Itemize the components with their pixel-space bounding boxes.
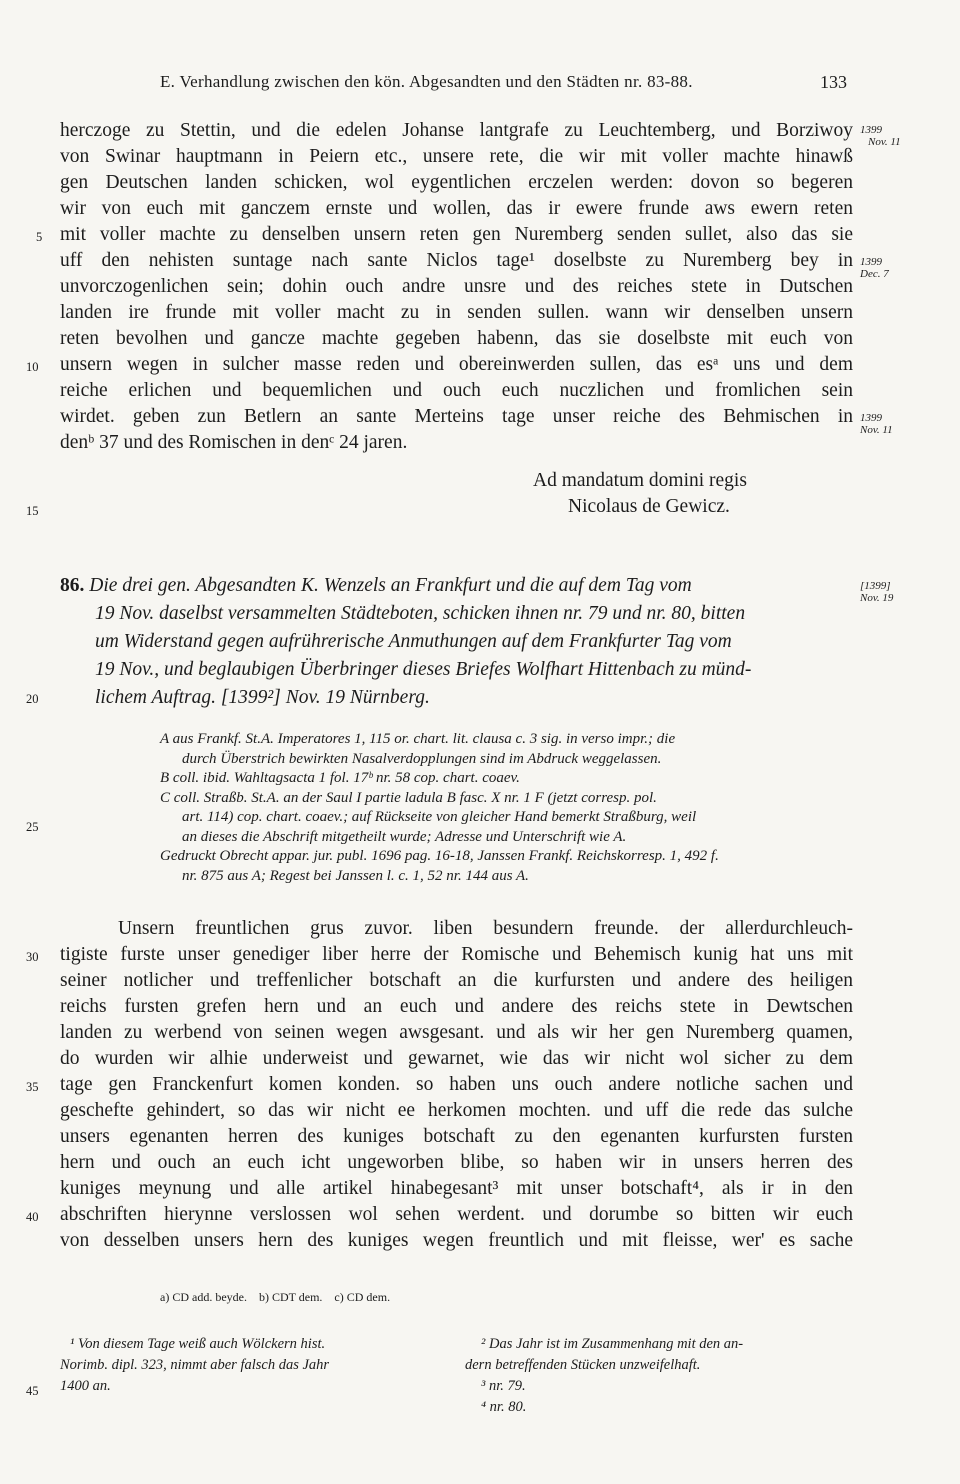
footnote-line: dern betreffenden Stücken unzweifelhaft.	[465, 1357, 701, 1373]
doc-title-line: lichem Auftrag. [1399²] Nov. 19 Nürnberg.	[95, 687, 430, 708]
text-line: von desselben unsers hern des kuniges wegen freuntlich und mit fleisse, wer' es sache	[60, 1230, 853, 1251]
text-line: denᵇ 37 und des Romischen in denᶜ 24 jaren.	[60, 432, 408, 453]
line-number: 15	[26, 504, 39, 518]
line-number: 35	[26, 1080, 39, 1094]
line-number: 5	[36, 230, 43, 244]
line-number: 20	[26, 692, 39, 706]
text-line: tigiste furste unser genediger liber herre der Romische und Behemisch kunig hat uns mit	[60, 944, 853, 965]
footnote-line: 1400 an.	[60, 1378, 111, 1394]
text-line: seiner notlicher und treffenlicher botschaft an die kurfursten und andere des heiligen	[60, 970, 853, 991]
margin-date	[860, 412, 893, 436]
text-line: reichs fursten grefen hern und an euch und andere des reichs stete in Dewtschen	[60, 996, 853, 1017]
source-line: C coll. Straßb. St.A. an der Saul I partie ladula B fasc. X nr. 1 F (jetzt corresp. pol.	[160, 789, 657, 806]
doc-title-line: 19 Nov. daselbst versammelten Städteboten, schicken ihnen nr. 79 und nr. 80, bitten	[95, 603, 746, 624]
source-apparatus	[160, 730, 853, 886]
source-line: nr. 875 aus A; Regest bei Janssen l. c. 1, 52 nr. 144 aus A.	[182, 867, 529, 884]
source-line: Gedruckt Obrecht appar. jur. publ. 1696 pag. 16-18, Janssen Frankf. Reichskorresp. 1, 492 f.	[160, 848, 719, 864]
footnotes-left	[60, 1334, 460, 1397]
text-line: geschefte gehindert, so das wir nicht ee herkomen mochten. und uff die rede das sulche	[60, 1100, 853, 1121]
footnote-line: ¹ Von diesem Tage weiß auch Wölckern hist.	[70, 1336, 326, 1352]
margin-date	[860, 124, 901, 148]
doc-title-line	[60, 572, 850, 600]
line-number: 40	[26, 1210, 39, 1224]
text-line: wirdet. geben zun Betlern an sante Merteins tage unser reiche des Behmischen in	[60, 406, 853, 427]
text-line: herczoge zu Stettin, und die edelen Johanse lantgrafe zu Leuchtemberg, und Borziwoy	[60, 120, 853, 141]
margin-date-year: 1399	[860, 412, 882, 424]
footnotes-right	[465, 1334, 855, 1418]
margin-date-year: 1399	[860, 256, 882, 268]
text-line: landen ire frunde mit voller macht zu in senden sullen. wann wir denselben unsern	[60, 302, 853, 323]
margin-date-day: Dec. 7	[860, 268, 889, 280]
text-line: hern und ouch an euch icht ungeworben blibe, so haben wir in unsers herren des	[60, 1152, 853, 1173]
margin-date	[860, 580, 893, 604]
footnote-line: Norimb. dipl. 323, nimmt aber falsch das Jahr	[60, 1357, 330, 1373]
signature-line-2: Nicolaus de Gewicz.	[568, 496, 730, 517]
text-line: do wurden wir alhie underweist und gewarnet, wie das wir nicht wol sicher zu dem	[60, 1048, 853, 1069]
text-line: unsern wegen in sulcher masse reden und obereinwerden sullen, das esᵃ uns und dem	[60, 354, 853, 375]
text-line: kuniges meynung und alle artikel hinabegesant³ mit unser botschaft⁴, als ir in den	[60, 1178, 853, 1199]
page-number: 133	[820, 72, 847, 92]
footnote-line: ² Das Jahr ist im Zusammenhang mit den an-	[481, 1336, 744, 1352]
text-line: reten bevolhen und gancze machte gegeben habenn, das sie doselbste mit euch von	[60, 328, 853, 349]
source-line: durch Überstrich bewirkten Nasalverdopplungen sind im Abdruck weggelassen.	[182, 750, 662, 767]
margin-date	[860, 256, 889, 280]
signature-line-1: Ad mandatum domini regis	[533, 470, 747, 491]
doc-title-text: Die drei gen. Abgesandten K. Wenzels an Frankfurt und die auf dem Tag vom	[89, 575, 692, 596]
text-line: landen zu werbend von seinen wegen awsgesant. und als wir her gen Nuremberg quamen,	[60, 1022, 853, 1043]
source-line: A aus Frankf. St.A. Imperatores 1, 115 or. chart. lit. clausa c. 3 sig. in verso impr.; die	[160, 731, 676, 747]
margin-date-day: Nov. 11	[860, 424, 893, 436]
footnote-line: ⁴ nr. 80.	[481, 1399, 527, 1415]
text-line: unsers egenanten herren des kuniges botschaft zu den egenanten kurfursten fursten	[60, 1126, 853, 1147]
text-line: wir von euch mit ganczem ernste und wollen, das ir ewere frunde aws ewern reten	[60, 198, 853, 219]
margin-date-year: 1399	[860, 124, 882, 136]
doc-title-line: um Widerstand gegen aufrührerische Anmuthungen auf dem Frankfurter Tag vom	[95, 631, 732, 652]
text-line: mit voller machte zu denselben unsern reten gen Nuremberg senden sullet, also das sie	[60, 224, 853, 245]
footnote-line: ³ nr. 79.	[481, 1378, 526, 1394]
text-line: abschriften hierynne verslossen wol sehen werdent. und dorumbe so bitten wir euch	[60, 1204, 853, 1225]
text-line: Unsern freuntlichen grus zuvor. liben besundern freunde. der allerdurchleuch-	[118, 918, 853, 939]
source-line: art. 114) cop. chart. coaev.; auf Rückseite von gleicher Hand bemerkt Straßburg, weil	[182, 809, 697, 825]
text-line: von Swinar hauptmann in Peiern etc., unsere rete, die wir mit voller machte hinawß	[60, 146, 853, 167]
source-line: B coll. ibid. Wahltagsacta 1 fol. 17ᵇ nr. 58 cop. chart. coaev.	[160, 770, 520, 786]
text-line: reiche erlichen und bequemlichen und ouch euch nuczlichen und fromlichen sein	[60, 380, 853, 401]
line-number: 45	[26, 1384, 39, 1398]
line-number: 30	[26, 950, 39, 964]
doc-number: 86.	[60, 575, 85, 596]
text-line: tage gen Franckenfurt komen konden. so haben uns ouch andere notliche sachen und	[60, 1074, 853, 1095]
variant-notes: a) CD add. beyde. b) CDT dem. c) CD dem.	[160, 1290, 391, 1304]
text-line: gen Deutschen landen schicken, wol eygentlichen erczelen werden: dovon so begeren	[60, 172, 853, 193]
running-header: E. Verhandlung zwischen den kön. Abgesandten und den Städten nr. 83-88.	[160, 72, 693, 91]
margin-date-year: [1399]	[860, 580, 891, 592]
source-line: an dieses die Abschrift mitgetheilt wurde; Adresse und Unterschrift wie A.	[182, 828, 627, 845]
line-number: 25	[26, 820, 39, 834]
margin-date-day: Nov. 11	[868, 136, 901, 148]
line-number: 10	[26, 360, 39, 374]
doc-title-line: 19 Nov., und beglaubigen Überbringer dieses Briefes Wolfhart Hittenbach zu münd-	[95, 659, 752, 680]
text-line: unvorczogenlichen sein; dohin ouch andre unsre und des reiches stete in Dutschen	[60, 276, 853, 297]
margin-date-day: Nov. 19	[860, 592, 894, 604]
text-line: uff den nehisten suntage nach sante Niclos tage¹ doselbste zu Nuremberg bey in	[60, 250, 853, 271]
